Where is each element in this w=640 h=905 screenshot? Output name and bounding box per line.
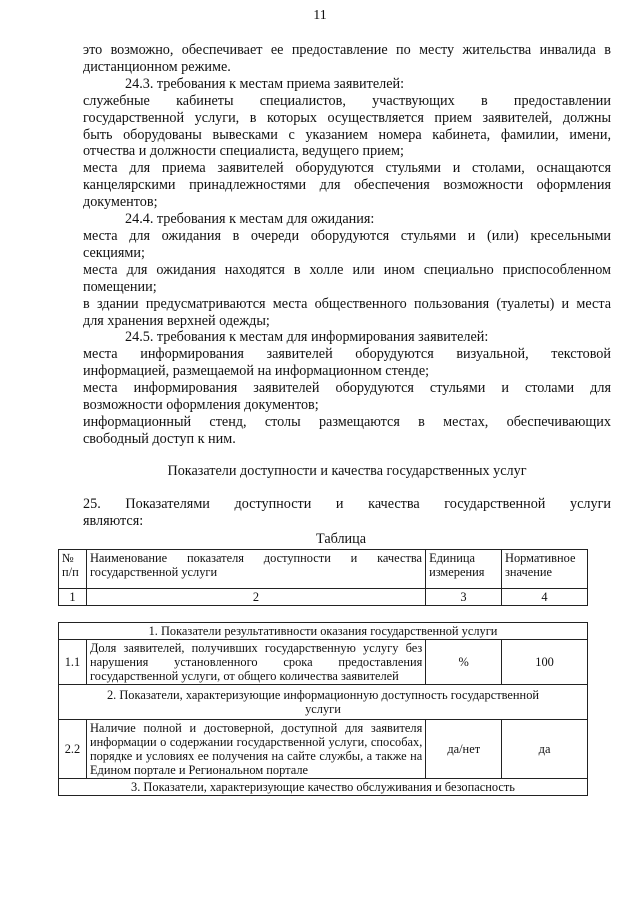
text-line: государственной услуги, в которых осуществляется прием заявителей, должны xyxy=(83,109,611,126)
indicators-table-header xyxy=(58,549,588,606)
row-indicator-name: Наличие полной и достоверной, доступной для заявителя информации о содержании государственной услуги, способах, порядке и условиях ее получения на сайте службы, а также на Едином портале и Региональном портале xyxy=(86,720,425,779)
text-line: информацией, размещаемой на информационном стенде; xyxy=(83,363,430,380)
header-col-number: 1 xyxy=(59,589,87,606)
text-line: места для ожидания находятся в холле или ином специально приспособленном xyxy=(83,261,611,278)
section-row: 2. Показатели, характеризующие информационную доступность государственной услуги xyxy=(59,685,588,720)
text-line: являются: xyxy=(83,513,144,529)
text-line: это возможно, обеспечивает ее предоставление по месту жительства инвалида в xyxy=(83,42,611,58)
section-row: 3. Показатели, характеризующие качество обслуживания и безопасность xyxy=(59,779,588,796)
table-label: Таблица xyxy=(316,531,367,547)
text-line: служебные кабинеты специалистов, участвующих в предоставлении xyxy=(83,92,611,109)
text-line: возможности оформления документов; xyxy=(83,397,319,414)
text-line: документов; xyxy=(83,194,158,211)
header-indicator-name: Наименование показателя доступности и качества государственной услуги xyxy=(86,550,425,589)
text-line: места для приема заявителей оборудуются стульями и столами, оснащаются xyxy=(83,160,611,177)
row-indicator-name: Доля заявителей, получивших государственную услугу без нарушения установленного срока предоставления государственной услуги, от общего количества заявителей xyxy=(86,640,425,685)
section-row: 1. Показатели результативности оказания государственной услуги xyxy=(59,623,588,640)
text-line: быть оборудованы вывесками с указанием номера кабинета, фамилии, имени, xyxy=(83,126,611,143)
text-line: информационный стенд, столы размещаются в местах, обеспечивающих xyxy=(83,413,611,430)
row-unit: % xyxy=(426,640,502,685)
header-number: № п/п xyxy=(59,550,87,589)
text-line: 24.3. требования к местам приема заявителей: xyxy=(125,75,405,92)
text-line: для хранения верхней одежды; xyxy=(83,312,270,329)
text-line: помещении; xyxy=(83,278,157,295)
header-col-number: 3 xyxy=(426,589,502,606)
header-unit: Единица измерения xyxy=(426,550,502,589)
text-line: отчества и должности специалиста, ведущего прием; xyxy=(83,143,404,160)
paragraph-25 xyxy=(83,496,611,530)
text-line: места информирования заявителей оборудуются визуальной, текстовой xyxy=(83,346,611,363)
text-line: секциями; xyxy=(83,244,145,261)
text-line: 24.4. требования к местам для ожидания: xyxy=(125,211,375,228)
row-number: 2.2 xyxy=(59,720,87,779)
text-line: места для ожидания в очереди оборудуются стульями и (или) кресельными xyxy=(83,227,611,244)
table-row xyxy=(59,720,588,779)
header-normative-value: Нормативное значение xyxy=(502,550,588,589)
section-heading: Показатели доступности и качества государственных услуг xyxy=(167,463,527,479)
row-unit: да/нет xyxy=(426,720,502,779)
text-line: 24.5. требования к местам для информирования заявителей: xyxy=(125,329,489,346)
row-number: 1.1 xyxy=(59,640,87,685)
header-col-number: 2 xyxy=(86,589,425,606)
text-line: 25. Показателями доступности и качества государственной услуги xyxy=(83,496,611,512)
table-row xyxy=(59,640,588,685)
row-value: 100 xyxy=(502,640,588,685)
text-line: места информирования заявителей оборудуются стульями и столами для xyxy=(83,380,611,397)
row-value: да xyxy=(502,720,588,779)
text-line: свободный доступ к ним. xyxy=(83,430,236,447)
indicators-table-body xyxy=(58,622,588,796)
text-line: канцелярскими принадлежностями для обеспечения возможности оформления xyxy=(83,177,611,194)
header-col-number: 4 xyxy=(502,589,588,606)
page-number: 11 xyxy=(313,8,327,23)
body-text xyxy=(83,42,611,448)
text-line: дистанционном режиме. xyxy=(83,58,231,75)
text-line: в здании предусматриваются места общественного пользования (туалеты) и места xyxy=(83,295,611,312)
